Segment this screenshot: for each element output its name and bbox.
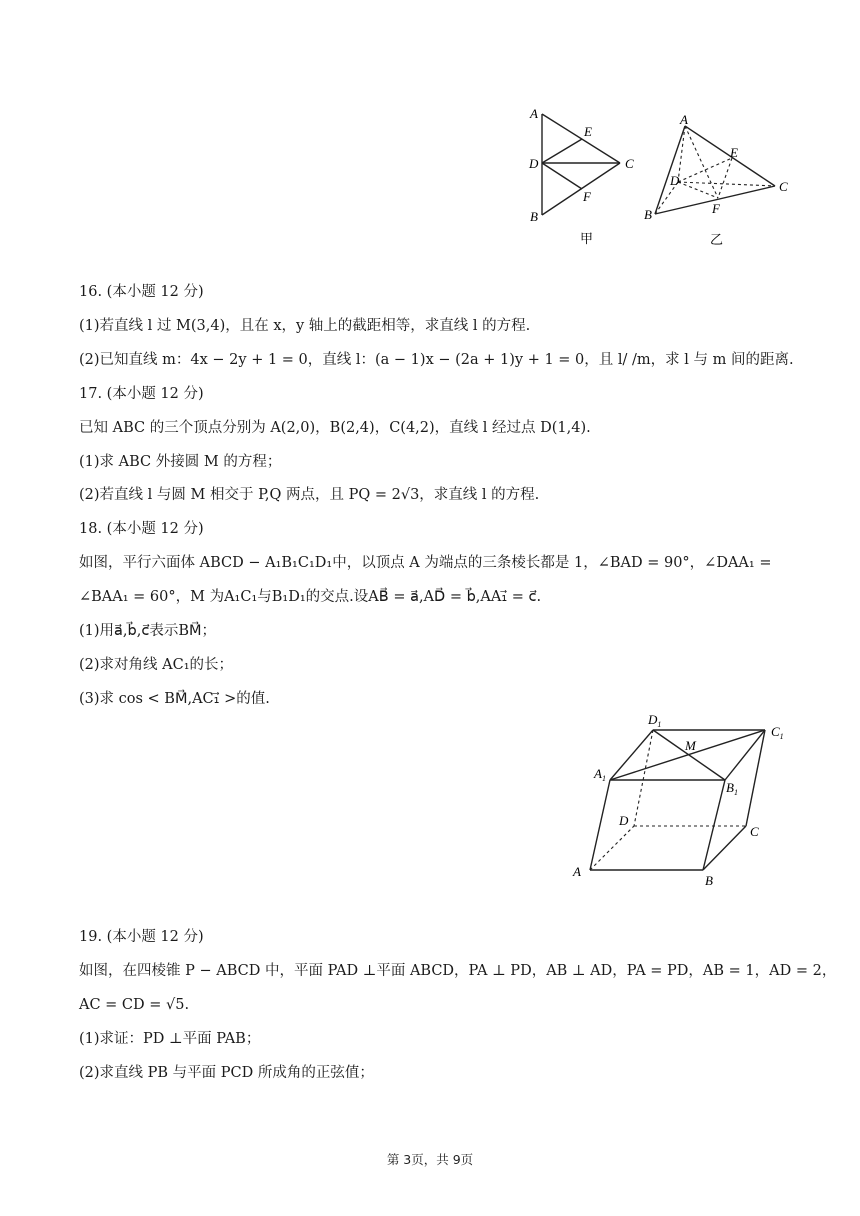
question-19-heading: 19. (本小题 12 分) (79, 929, 204, 945)
question-19-part-1: (1)求证：PD ⊥平面 PAB； (79, 1031, 261, 1047)
label-C: C (625, 156, 634, 171)
question-16-part-2: (2)已知直线 m：4x − 2y + 1 = 0，直线 l：(a − 1)x − (2a + 1)y + 1 = 0，且 l/ /m，求 l 与 m 间的距离. (79, 352, 794, 368)
caption-yi: 乙 (710, 232, 724, 247)
question-18-heading: 18. (本小题 12 分) (79, 521, 204, 537)
label-A: A (680, 112, 688, 127)
question-18-part-2: (2)求对角线 AC₁的长； (79, 657, 234, 673)
label-C: C (750, 824, 759, 839)
question-17-part-1: (1)求 ABC 外接圆 M 的方程； (79, 454, 282, 470)
page-footer: 第 3页，共 9页 (386, 1152, 474, 1167)
question-18-part-1: (1)用a⃗,b⃗,c⃗表示BM⃗； (79, 623, 216, 639)
label-C: C (779, 179, 788, 194)
label-F: F (583, 189, 591, 204)
label-E: E (584, 124, 592, 139)
question-18-stem-line-2: ∠BAA₁ = 60°，M 为A₁C₁与B₁D₁的交点.设AB⃗ = a⃗,AD⃗ = b⃗,AA₁⃗ = c⃗. (79, 589, 542, 605)
question-16-part-1: (1)若直线 l 过 M(3,4)，且在 x，y 轴上的截距相等，求直线 l 的方程. (79, 318, 531, 334)
figure-parallelepiped (568, 708, 803, 893)
question-17-heading: 17. (本小题 12 分) (79, 386, 204, 402)
figure-yi (640, 112, 800, 252)
question-19-stem-line-1: 如图，在四棱锥 P − ABCD 中，平面 PAD ⊥平面 ABCD，PA ⊥ PD，AB ⊥ AD，PA = PD，AB = 1，AD = 2， (79, 963, 837, 979)
question-19-part-2: (2)求直线 PB 与平面 PCD 所成角的正弦值； (79, 1065, 374, 1081)
label-C1: $C_1$ (771, 724, 784, 741)
label-B: B (644, 207, 652, 222)
question-17-stem: 已知 ABC 的三个顶点分别为 A(2,0)，B(2,4)，C(4,2)，直线 l 经过点 D(1,4). (79, 420, 591, 436)
caption-jia: 甲 (580, 231, 594, 246)
label-D: D (529, 156, 539, 171)
question-18-stem-line-1: 如图，平行六面体 ABCD − A₁B₁C₁D₁中，以顶点 A 为端点的三条棱长都是 1，∠BAD = 90°，∠DAA₁ = (79, 555, 772, 571)
question-18-part-3: (3)求 cos < BM⃗,AC₁⃗ >的值. (79, 691, 270, 707)
label-A: A (530, 106, 538, 121)
label-F: F (712, 201, 720, 216)
label-B1: $B_1$ (726, 780, 738, 797)
label-B: B (530, 209, 538, 224)
label-D: D (619, 813, 629, 828)
question-17-part-2: (2)若直线 l 与圆 M 相交于 P,Q 两点，且 PQ = 2√3，求直线 l 的方程. (79, 487, 540, 503)
label-E: E (730, 145, 738, 160)
question-16-heading: 16. (本小题 12 分) (79, 284, 204, 300)
label-M: M (685, 738, 696, 753)
label-D1: $D_1$ (648, 712, 662, 729)
label-A: A (573, 864, 581, 879)
question-19-stem-line-2: AC = CD = √5. (79, 997, 190, 1013)
label-A1: $A_1$ (594, 766, 606, 783)
label-D: D (670, 173, 680, 188)
figure-jia (520, 100, 645, 250)
label-B: B (705, 873, 713, 888)
